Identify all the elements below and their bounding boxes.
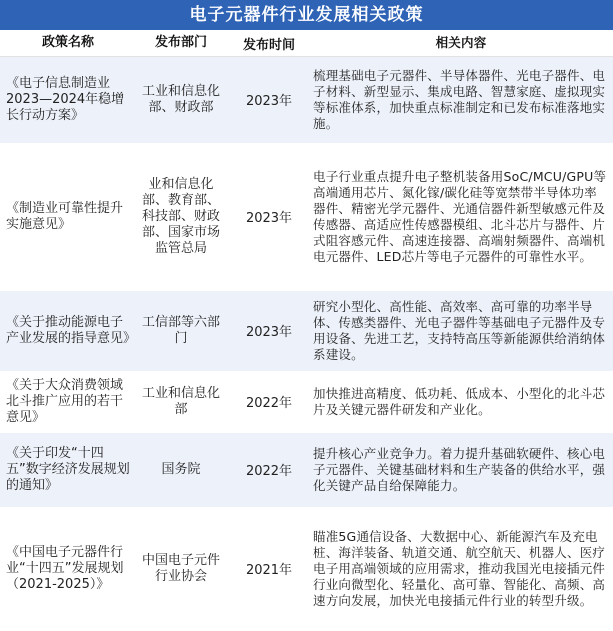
header-row	[0, 30, 613, 57]
policy-name: 《关于印发“十四五”数字经济发展规划的通知》	[0, 433, 133, 507]
policy-department: 工业和信息化部、财政部	[133, 57, 229, 143]
table-row	[0, 143, 613, 291]
policy-department: 国务院	[133, 433, 229, 507]
policy-name: 《关于大众消费领域北斗推广应用的若干意见》	[0, 371, 133, 433]
table-row	[0, 57, 613, 143]
header-time: 发布时间	[229, 30, 309, 57]
policy-content: 梳理基础电子元器件、半导体器件、光电子器件、电子材料、新型显示、集成电路、智慧家庭、虚拟现实等标准体系，加快重点标准制定和已发布标准落地实施。	[309, 57, 613, 143]
table-row	[0, 433, 613, 507]
policy-time: 2023年	[229, 57, 309, 143]
policy-name: 《关于推动能源电子产业发展的指导意见》	[0, 291, 133, 371]
policy-table	[0, 30, 613, 631]
header-department: 发布部门	[133, 30, 229, 57]
header-name: 政策名称	[0, 30, 133, 57]
table-row	[0, 507, 613, 631]
policy-content: 瞄准5G通信设备、大数据中心、新能源汽车及充电桩、海洋装备、轨道交通、航空航天、机器人、医疗电子用高端领域的应用需求，推动我国光电接插元件行业向微型化、轻量化、高可靠、智能化、高频、高速方向发展，加快光电接插元件行业的转型升级。	[309, 507, 613, 631]
policy-department: 中国电子元件行业协会	[133, 507, 229, 631]
policy-department: 业和信息化部、教育部、科技部、财政部、国家市场监管总局	[133, 143, 229, 291]
policy-name: 《中国电子元器件行业“十四五”发展规划（2021-2025）》	[0, 507, 133, 631]
header-content: 相关内容	[309, 30, 613, 57]
table-title: 电子元器件行业发展相关政策	[0, 0, 613, 30]
policy-content: 提升核心产业竞争力。着力提升基础软硬件、核心电子元器件、关键基础材料和生产装备的供给水平，强化关键产品自给保障能力。	[309, 433, 613, 507]
policy-name: 《制造业可靠性提升实施意见》	[0, 143, 133, 291]
table-row	[0, 371, 613, 433]
policy-department: 工信部等六部门	[133, 291, 229, 371]
policy-time: 2022年	[229, 371, 309, 433]
policy-content: 加快推进高精度、低功耗、低成本、小型化的北斗芯片及关键元器件研发和产业化。	[309, 371, 613, 433]
policy-time: 2022年	[229, 433, 309, 507]
policy-name: 《电子信息制造业2023—2024年稳增长行动方案》	[0, 57, 133, 143]
policy-time: 2021年	[229, 507, 309, 631]
policy-content: 研究小型化、高性能、高效率、高可靠的功率半导体、传感类器件、光电子器件等基础电子元器件及专用设备、先进工艺，支持特高压等新能源供给消纳体系建设。	[309, 291, 613, 371]
policy-department: 工业和信息化部	[133, 371, 229, 433]
table-row	[0, 291, 613, 371]
policy-time: 2023年	[229, 143, 309, 291]
policy-content: 电子行业重点提升电子整机装备用SoC/MCU/GPU等高端通用芯片、氮化镓/碳化硅等宽禁带半导体功率器件、精密光学元器件、光通信器件新型敏感元件及传感器、高适应性传感器模组、北斗芯片与器件、片式阻容感元件、高速连接器、高端射频器件、高端机电元器件、LED芯片等电子元器件的可靠性水平。	[309, 143, 613, 291]
policy-time: 2023年	[229, 291, 309, 371]
